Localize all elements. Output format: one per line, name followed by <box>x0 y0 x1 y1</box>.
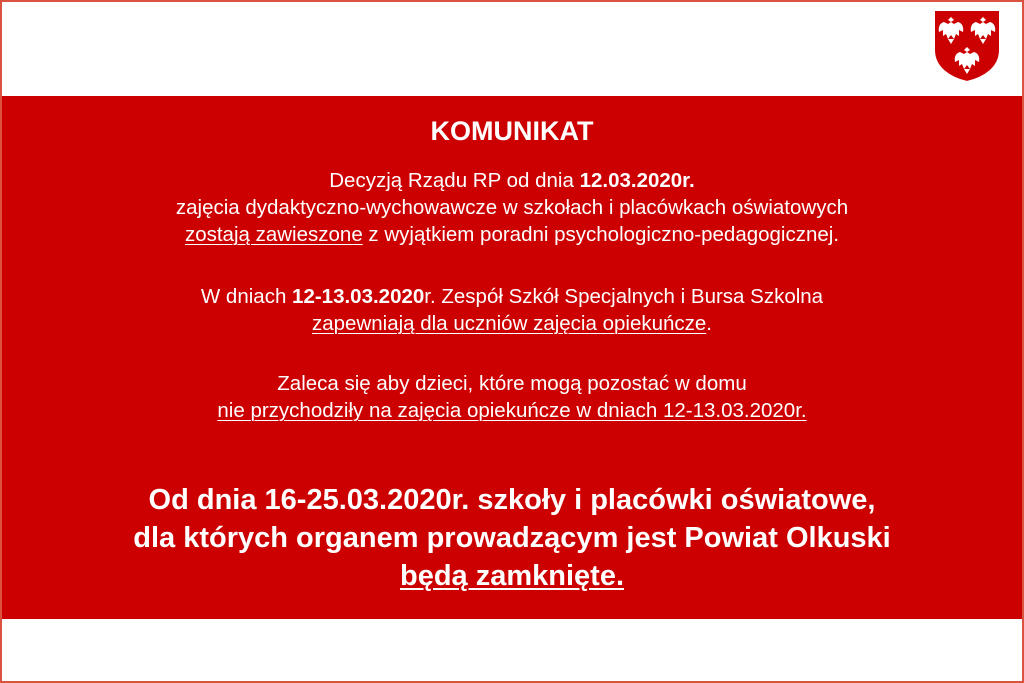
closing-line1: Od dnia 16-25.03.2020r. szkoły i placówki oświatowe, <box>148 484 876 516</box>
paragraph2-suffix: r. Zespół Szkół Specjalnych i Bursa Szkolna <box>424 285 824 308</box>
coat-of-arms-icon <box>932 8 1002 84</box>
announcement-panel <box>2 96 1022 619</box>
paragraph1-date: 12.03.2020r. <box>579 169 695 192</box>
paragraph1-line2: zajęcia dydaktyczno-wychowawcze w szkołach i placówkach oświatowych <box>175 196 849 219</box>
closing-underlined: będą zamknięte. <box>399 560 625 592</box>
announcement-title: KOMUNIKAT <box>430 116 594 146</box>
paragraph1-line1-text: Decyzją Rządu RP od dnia <box>329 169 580 192</box>
closing-line2: dla których organem prowadzącym jest Powiat Olkuski <box>133 522 891 554</box>
closing-statement <box>2 481 1022 595</box>
paragraph2-prefix: W dniach <box>200 285 293 308</box>
paragraph1-underlined: zostają zawieszone <box>184 223 363 246</box>
paragraph3-line1: Zaleca się aby dzieci, które mogą pozostać w domu <box>277 372 747 395</box>
paragraph2-dates: 12-13.03.2020 <box>292 285 425 308</box>
paragraph1-line3-rest: z wyjątkiem poradni psychologiczno-pedagogicznej. <box>362 223 840 246</box>
paragraph-suspension <box>2 167 1022 248</box>
paragraph2-underlined: zapewniają dla uczniów zajęcia opiekuńcze <box>312 312 707 335</box>
paragraph3-underlined: nie przychodziły na zajęcia opiekuńcze w dniach 12-13.03.2020r. <box>217 399 807 422</box>
paragraph-care-classes <box>2 283 1022 337</box>
paragraph2-line2-end: . <box>706 312 712 335</box>
paragraph-recommendation <box>2 370 1022 424</box>
